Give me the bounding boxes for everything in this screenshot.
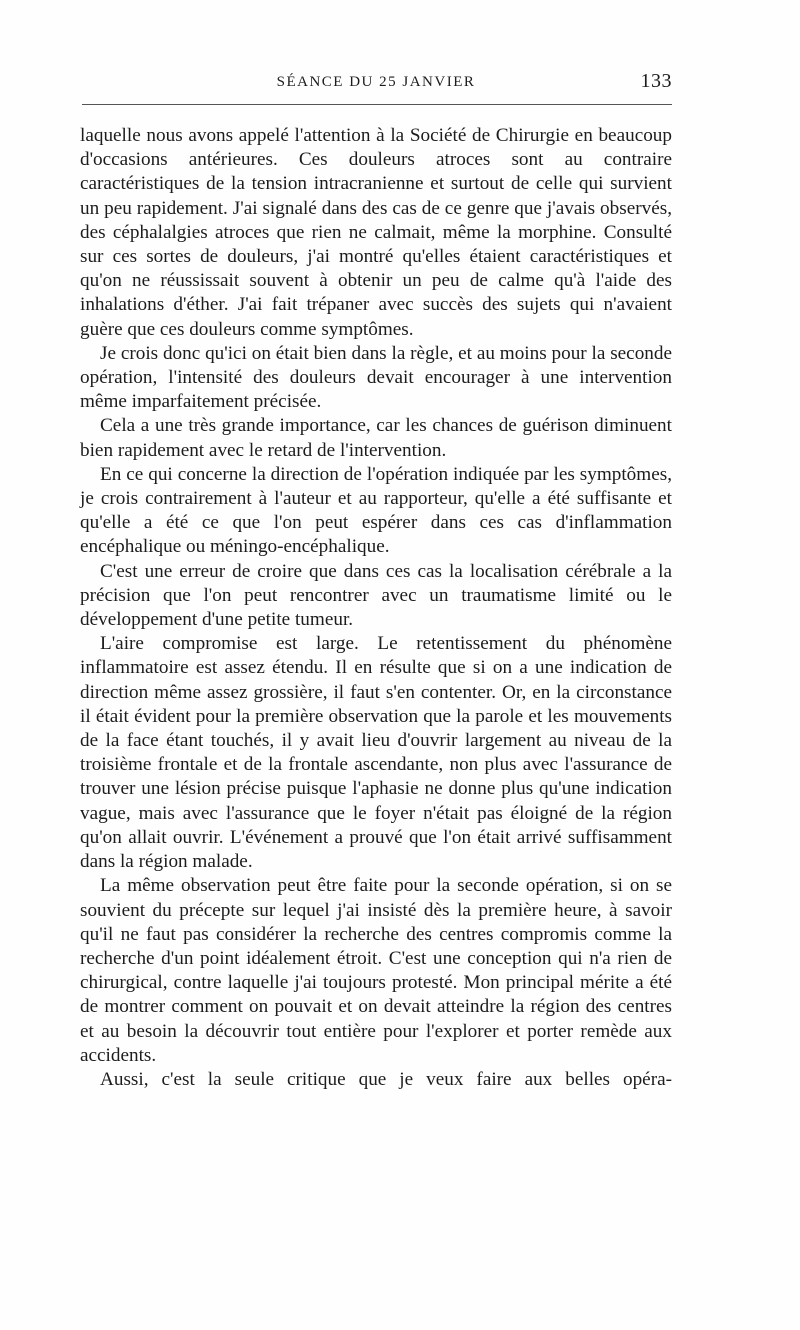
paragraph-5: C'est une erreur de croire que dans ces cas la localisation cérébrale a la précision que l'on peut rencontrer avec un traumatisme limité ou le développement d'une petite tumeur. [80,560,672,631]
body-text [80,124,672,1092]
paragraph-6: L'aire compromise est large. Le retentissement du phénomène inflammatoire est assez étendu. Il en résulte que si on a une indication de direction même assez grossière, il faut s'en contenter. Or, en la circonstance il était évident pour la première observation que la parole et les mouvements de la face étant touchés, il y avait lieu d'ouvrir largement au niveau de la troisième frontale et de la frontale ascendante, non plus avec l'assurance de trouver une lésion précise puisque l'aphasie ne donne plus qu'une indication vague, mais avec l'assurance que le foyer n'était pas éloigné de la région qu'on allait ouvrir. L'événement a prouvé que l'on était arrivé suffisamment dans la région malade. [80,633,672,873]
page-number: 133 [640,70,672,92]
paragraph-3: Cela a une très grande importance, car les chances de guérison diminuent bien rapidement avec le retard de l'intervention. [80,415,672,461]
paragraph-7: La même observation peut être faite pour la seconde opération, si on se souvient du précepte sur lequel j'ai insisté dès la première heure, à savoir qu'il ne faut pas considérer la recherche des centres compromis comme la recherche d'un point idéalement étroit. C'est une conception qui n'a rien de chirurgical, contre laquelle j'ai toujours protesté. Mon principal mérite a été de montrer comment on pouvait et on devait atteindre la région des centres et au besoin la découvrir tout entière pour l'explorer et porter remède aux accidents. [80,875,672,1066]
paragraph-8: Aussi, c'est la seule critique que je veux faire aux belles opéra- [100,1068,672,1090]
paragraph-1: laquelle nous avons appelé l'attention à la Société de Chirurgie en beaucoup d'occasions antérieures. Ces douleurs atroces sont au contraire caractéristiques de la tension intracranienne et surtout de celle qui survient un peu rapidement. J'ai signalé dans des cas de ce genre que j'avais observés, des céphalalgies atroces que rien ne calmait, même la morphine. Consulté sur ces sortes de douleurs, j'ai montré qu'elles étaient caractéristiques et qu'on ne réussissait souvent à obtenir un peu de calme qu'à l'aide des inhalations d'éther. J'ai fait trépaner avec succès des sujets qui n'avaient guère que ces douleurs comme symptômes. [80,125,672,340]
running-head [80,70,672,100]
running-title: SÉANCE DU 25 JANVIER [276,74,476,90]
paragraph-2: Je crois donc qu'ici on était bien dans la règle, et au moins pour la seconde opération, l'intensité des douleurs devait encourager à une intervention même imparfaitement précisée. [80,342,672,413]
header-rule [82,104,672,105]
paragraph-4: En ce qui concerne la direction de l'opération indiquée par les symptômes, je crois contrairement à l'auteur et au rapporteur, qu'elle a été suffisante et qu'elle a été ce que l'on peut espérer dans ces cas d'inflammation encéphalique ou méningo-encéphalique. [80,463,672,558]
